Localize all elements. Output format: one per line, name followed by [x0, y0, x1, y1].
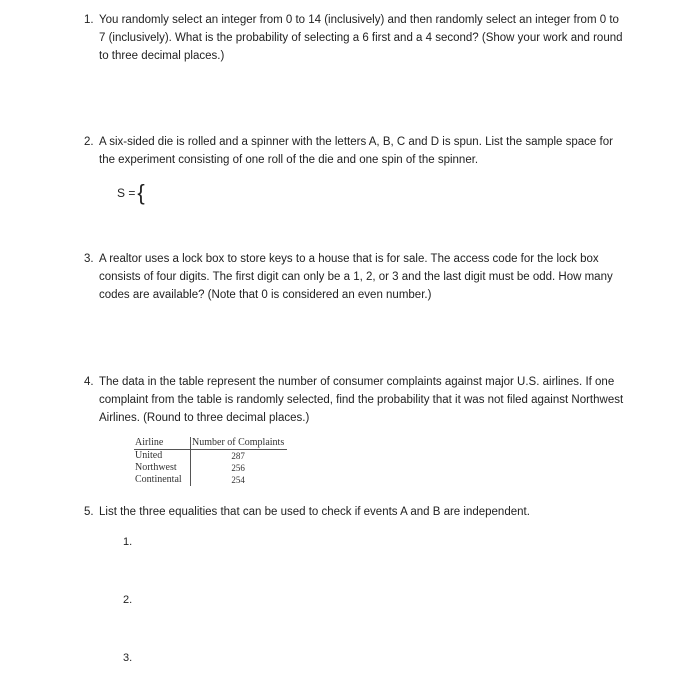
sub-item-3: 3. [123, 652, 133, 664]
question-text: You randomly select an integer from 0 to 14 (inclusively) and then randomly select an integer from 0 to 7 (inclusively). What is the probability of selecting a 6 first and a 4 second? (Show your work and round to three decimal places.) [99, 14, 623, 62]
question-4 [84, 373, 624, 427]
sub-item-2: 2. [123, 594, 133, 606]
table-header-complaints: Number of Complaints [191, 437, 288, 450]
question-number: 3. [84, 253, 94, 265]
question-5 [84, 503, 624, 521]
table-row [134, 462, 287, 474]
question-number: 5. [84, 506, 94, 518]
question-2 [84, 133, 624, 169]
complaints-cell: 254 [231, 475, 245, 485]
question-number: 4. [84, 376, 94, 388]
question-text: A six-sided die is rolled and a spinner with the letters A, B, C and D is spun. List the sample space for the experiment consisting of one roll of the die and one spin of the spinner. [99, 136, 613, 166]
question-number: 2. [84, 136, 94, 148]
complaints-table [134, 437, 287, 486]
complaints-cell: 287 [231, 451, 245, 461]
question-1 [84, 11, 624, 65]
sample-space-notation [117, 180, 145, 205]
question-number: 1. [84, 14, 94, 26]
sample-space-label: S = [117, 186, 136, 200]
question-text: A realtor uses a lock box to store keys to a house that is for sale. The access code for the lock box consists of four digits. The first digit can only be a 1, 2, or 3 and the last digit must be odd. How many codes are available? (Note that 0 is considered an even number.) [99, 253, 613, 301]
question-text: The data in the table represent the number of consumer complaints against major U.S. airlines. If one complaint from the table is randomly selected, find the probability that it was not filed against Northwest Airlines. (Round to three decimal places.) [99, 376, 624, 424]
airline-cell: Continental [134, 474, 191, 486]
sub-item-1: 1. [123, 536, 133, 548]
question-3 [84, 250, 624, 304]
table-row [134, 474, 287, 486]
airline-cell: Northwest [134, 462, 191, 474]
question-text: List the three equalities that can be used to check if events A and B are independent. [99, 506, 530, 518]
table-row [134, 450, 287, 463]
table-header-airline: Airline [134, 437, 191, 450]
sample-space-brace: { [137, 180, 145, 205]
complaints-cell: 256 [231, 463, 245, 473]
airline-cell: United [134, 450, 191, 463]
